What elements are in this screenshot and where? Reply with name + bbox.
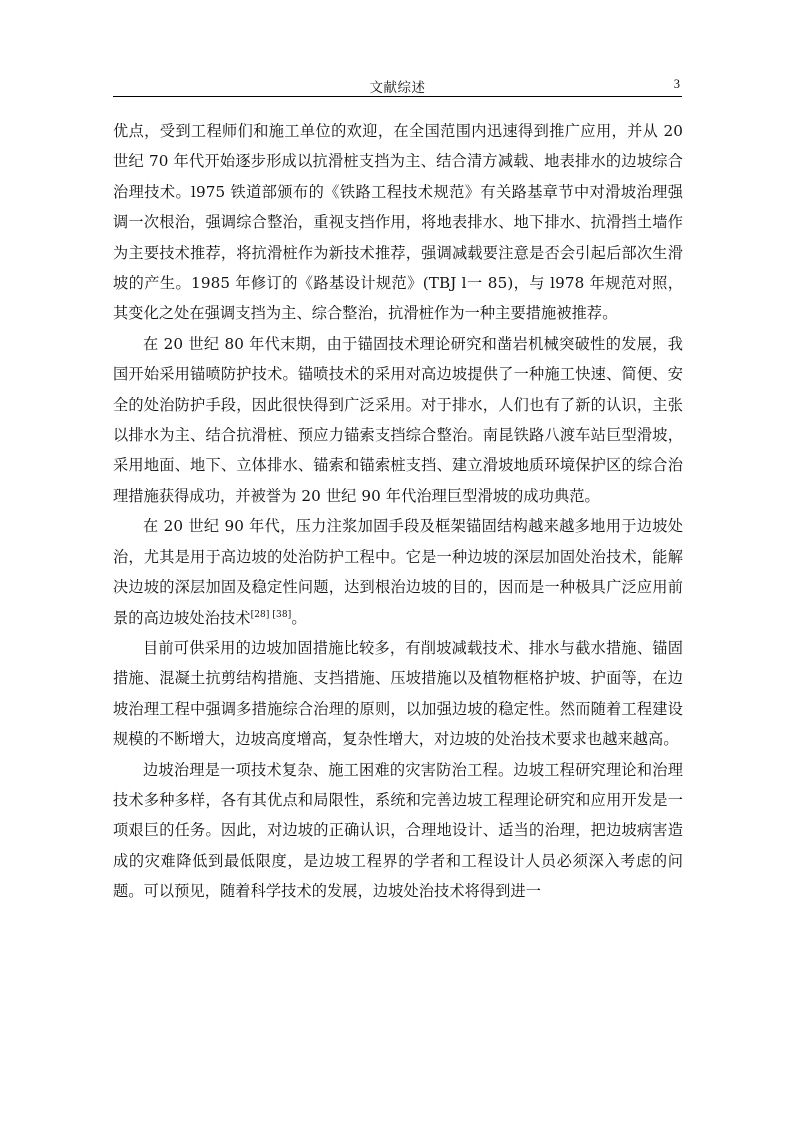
page-number: 3 <box>673 77 680 91</box>
page-header <box>113 74 682 97</box>
document-body <box>113 116 683 907</box>
paragraph-4 <box>113 633 683 755</box>
paragraph-3 <box>113 511 683 633</box>
paragraph-4-text: 目前可供采用的边坡加固措施比较多，有削坡减载技术、排水与截水措施、锚固措施、混凝土抗剪结构措施、支挡措施、压坡措施以及植物框格护坡、护面等，在边坡治理工程中强调多措施综合治理的原则，以加强边坡的稳定性。然而随着工程建设规模的不断增大，边坡高度增高，复杂性增大，对边坡的处治技术要求也越来越高。 <box>113 638 683 749</box>
paragraph-3-text: 在 20 世纪 90 年代，压力注浆加固手段及框架锚固结构越来越多地用于边坡处治，尤其是用于高边坡的处治防护工程中。它是一种边坡的深层加固处治技术，能解决边坡的深层加固及稳定性问题，达到根治边坡的目的，因而是一种极具广泛应用前景的高边坡处治技术 <box>113 517 683 627</box>
paragraph-5 <box>113 755 683 907</box>
paragraph-5-text: 边坡治理是一项技术复杂、施工困难的灾害防治工程。边坡工程研究理论和治理技术多种多样，各有其优点和局限性，系统和完善边坡工程理论研究和应用开发是一项艰巨的任务。因此，对边坡的正确认识，合理地设计、适当的治理，把边坡病害造成的灾难降低到最低限度，是边坡工程界的学者和工程设计人员必须深入考虑的问题。可以预见，随着科学技术的发展，边坡处治技术将得到进一 <box>113 760 683 901</box>
paragraph-3-tail: 。 <box>291 608 307 627</box>
citation-reference: [28] [38] <box>250 609 292 620</box>
paragraph-2 <box>113 329 683 511</box>
paragraph-2-text: 在 20 世纪 80 年代末期，由于锚固技术理论研究和凿岩机械突破性的发展，我国开始采用锚喷防护技术。锚喷技术的采用对高边坡提供了一种施工快速、简便、安全的处治防护手段，因此很快得到广泛采用。对于排水，人们也有了新的认识，主张以排水为主、结合抗滑桩、预应力锚索支挡综合整治。南昆铁路八渡车站巨型滑坡，采用地面、地下、立体排水、锚索和锚索桩支挡、建立滑坡地质环境保护区的综合治理措施获得成功，并被誉为 20 世纪 90 年代治理巨型滑坡的成功典范。 <box>113 334 683 505</box>
header-title: 文献综述 <box>369 80 426 96</box>
paragraph-1 <box>113 116 683 329</box>
paragraph-1-text: 优点，受到工程师们和施工单位的欢迎，在全国范围内迅速得到推广应用，并从 20 世纪 70 年代开始逐步形成以抗滑桩支挡为主、结合清方减载、地表排水的边坡综合治理技术。l975 铁道部颁布的《铁路工程技术规范》有关路基章节中对滑坡治理强调一次根治，强调综合整治，重视支挡作用，将地表排水、地下排水、抗滑挡土墙作为主要技术推荐，将抗滑桩作为新技术推荐，强调减载要注意是否会引起后部次生滑坡的产生。1985 年修订的《路基设计规范》(TBJ l一 85)，与 l978 年规范对照，其变化之处在强调支挡为主、综合整治，抗滑桩作为一种主要措施被推荐。 <box>113 122 683 323</box>
